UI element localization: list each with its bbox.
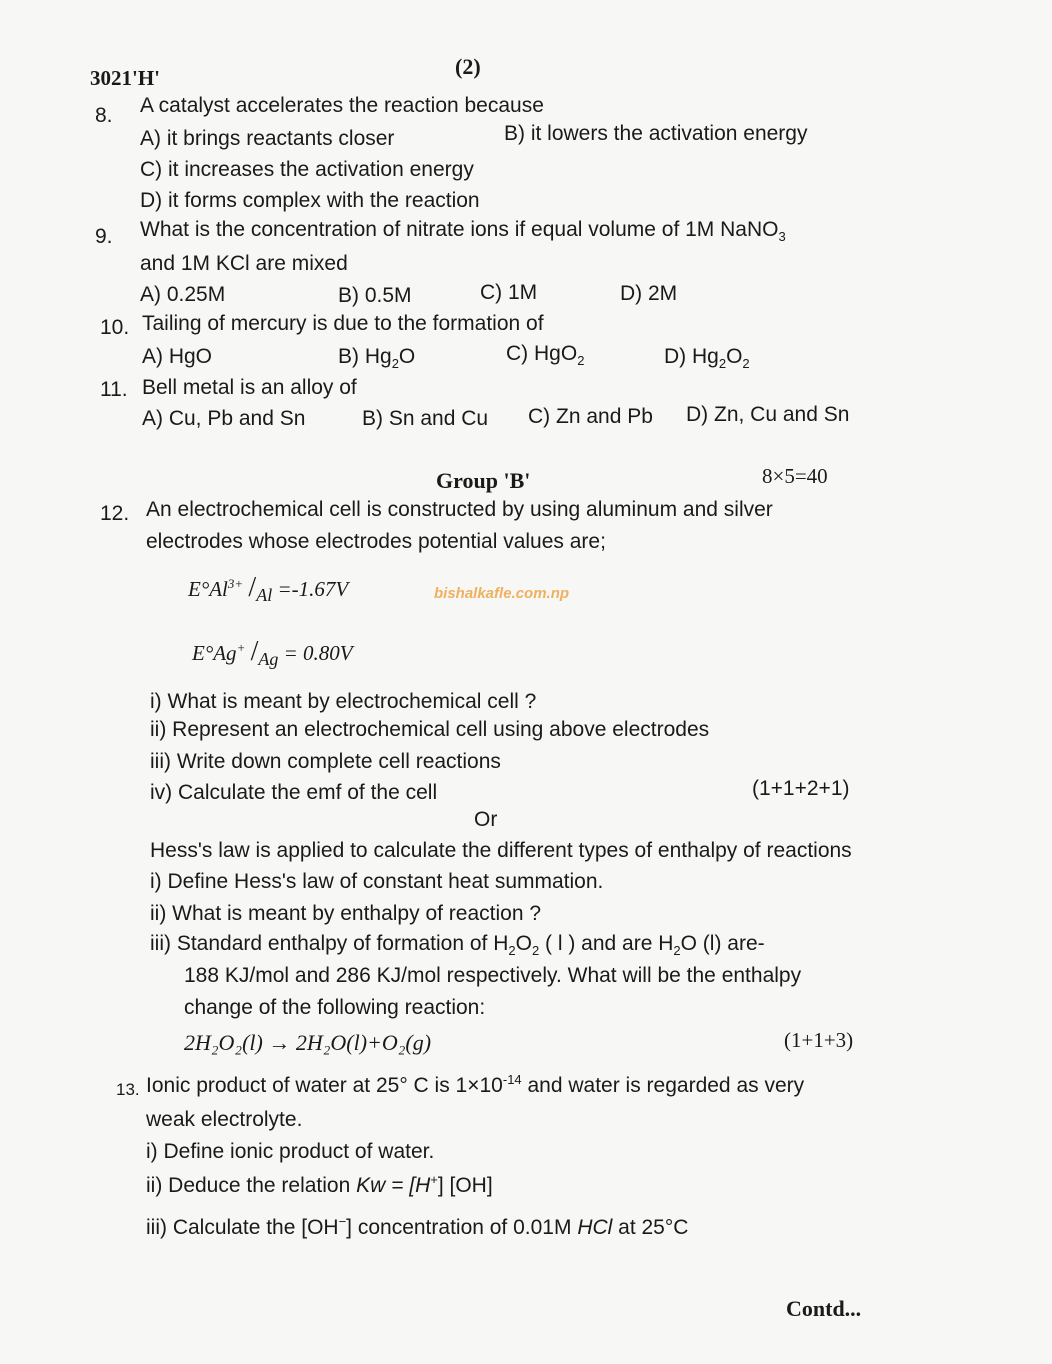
watermark: bishalkafle.com.np bbox=[434, 585, 570, 602]
q12-sub-ii: ii) Represent an electrochemical cell using above electrodes bbox=[150, 718, 710, 741]
question-text-line2: electrodes whose electrodes potential values are; bbox=[146, 530, 606, 553]
option-c: C) HgO$_2$ bbox=[506, 342, 585, 369]
question-number: 8. bbox=[95, 104, 113, 127]
hess-sub-ii: ii) What is meant by enthalpy of reaction ? bbox=[150, 902, 542, 925]
hess-sub-i: i) Define Hess's law of constant heat summation. bbox=[150, 870, 604, 893]
option-d: D) it forms complex with the reaction bbox=[140, 189, 480, 212]
option-b: B) it lowers the activation energy bbox=[504, 122, 808, 145]
q12-or-marks: (1+1+3) bbox=[784, 1028, 854, 1052]
question-text-line2: weak electrolyte. bbox=[146, 1108, 303, 1131]
q13-sub-ii: ii) Deduce the relation Kw = [H+] [OH] bbox=[146, 1172, 493, 1197]
option-b: B) 0.5M bbox=[338, 284, 412, 307]
option-a: A) Cu, Pb and Sn bbox=[142, 407, 306, 430]
question-number: 10. bbox=[100, 316, 130, 339]
q13-sub-i: i) Define ionic product of water. bbox=[146, 1140, 435, 1163]
or-divider: Or bbox=[474, 808, 498, 831]
question-number: 11. bbox=[100, 378, 128, 401]
option-d: D) Zn, Cu and Sn bbox=[686, 403, 850, 426]
option-c: C) Zn and Pb bbox=[528, 405, 653, 428]
option-d: D) $Hg_2O_2$ bbox=[664, 345, 750, 372]
option-a: A) 0.25M bbox=[140, 283, 226, 306]
option-a: A) HgO bbox=[142, 345, 213, 368]
question-text: Tailing of mercury is due to the formation of bbox=[142, 312, 544, 335]
question-number: 13. bbox=[116, 1080, 140, 1099]
option-a: A) it brings reactants closer bbox=[140, 127, 395, 150]
question-number: 12. bbox=[100, 502, 130, 525]
option-b: B) Sn and Cu bbox=[362, 407, 489, 430]
contd-label: Contd... bbox=[786, 1296, 862, 1321]
hess-sub-iii-line2: 188 KJ/mol and 286 KJ/mol respectively. What will be the enthalpy bbox=[184, 964, 802, 987]
paper-code: 3021'H' bbox=[90, 66, 161, 90]
group-b-title: Group 'B' bbox=[436, 468, 531, 493]
group-b-marks: 8×5=40 bbox=[762, 464, 828, 488]
electrode-potential-al: $E^\circ Al^{3+}$ $/_{Al} =-1.67V$ bbox=[188, 572, 349, 606]
hess-sub-iii-line3: change of the following reaction: bbox=[184, 996, 486, 1019]
question-text: Bell metal is an alloy of bbox=[142, 376, 357, 399]
hess-sub-iii: iii) Standard enthalpy of formation of $H_2O_2$ ( l ) and are $H_2O$ (l) are- bbox=[150, 932, 765, 959]
option-c: C) 1M bbox=[480, 281, 538, 304]
q12-marks: (1+1+2+1) bbox=[752, 777, 850, 800]
q12-sub-i: i) What is meant by electrochemical cell ? bbox=[150, 690, 537, 713]
q12-sub-iii: iii) Write down complete cell reactions bbox=[150, 750, 501, 773]
question-text: What is the concentration of nitrate ions if equal volume of 1M NaNO$_3$ bbox=[140, 218, 786, 245]
option-b: B) $Hg_2O$ bbox=[338, 345, 416, 372]
question-text: Ionic product of water at 25° C is $1\times 10^{-14}$ and water is regarded as very bbox=[146, 1072, 805, 1097]
hess-intro: Hess's law is applied to calculate the different types of enthalpy of reactions bbox=[150, 839, 852, 862]
option-c: C) it increases the activation energy bbox=[140, 158, 474, 181]
reaction-equation: 2H₂O₂(l) → 2H₂O(l)+O₂(g) bbox=[184, 1030, 432, 1055]
electrode-potential-ag: E°Ag+ $/_{Ag} = 0.80V$ bbox=[192, 636, 353, 670]
q13-sub-iii: iii) Calculate the [OH−] concentration of 0.01M HCl at 25°C bbox=[146, 1214, 689, 1239]
question-number: 9. bbox=[95, 225, 113, 248]
option-d: D) 2M bbox=[620, 282, 678, 305]
question-text-line2: and 1M KCl are mixed bbox=[140, 252, 348, 275]
question-text: An electrochemical cell is constructed by using aluminum and silver bbox=[146, 498, 773, 521]
page-number: (2) bbox=[455, 54, 481, 79]
q12-sub-iv: iv) Calculate the emf of the cell bbox=[150, 781, 438, 804]
question-text: A catalyst accelerates the reaction because bbox=[140, 94, 544, 117]
